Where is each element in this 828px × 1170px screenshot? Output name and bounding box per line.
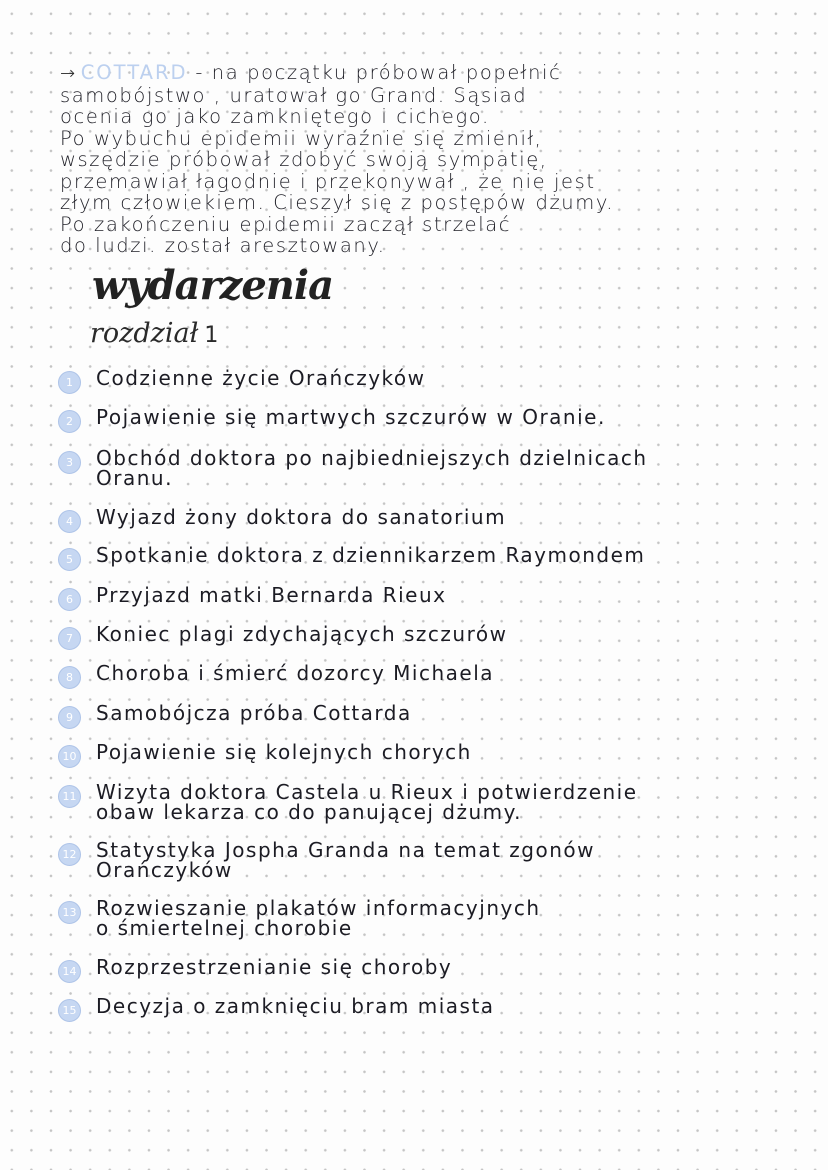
chapter-word: rozdział (90, 318, 199, 349)
event-text (96, 840, 595, 880)
event-text: Rozprzestrzenianie się choroby (96, 955, 453, 979)
event-text (96, 898, 541, 938)
number-badge-icon: 10 (58, 745, 81, 768)
event-text: Pojawienie się kolejnych chorych (96, 740, 472, 764)
event-line: o śmiertelnej chorobie (96, 916, 353, 940)
event-text: Wyjazd żony doktora do sanatorium (96, 505, 507, 529)
intro-line: ocenia go jako zamkniętego i cichego. (60, 105, 490, 128)
intro-line: Po wybuchu epidemii wyraźnie się zmienił, (60, 126, 543, 150)
intro-line: wszędzie próbował zdobyć swoją sympatię, (60, 148, 548, 171)
number-badge-icon: 13 (58, 901, 81, 924)
event-line: Orańczyków (96, 858, 233, 882)
number-badge-icon: 3 (58, 451, 81, 474)
event-line: Wizyta doktora Castela u Rieux i potwierdzenie (96, 780, 638, 804)
event-line: Oranu. (96, 466, 173, 490)
intro-line: złym człowiekiem. Cieszył się z postępów dżumy. (60, 191, 615, 214)
chapter-heading (90, 318, 218, 349)
event-line: Obchód doktora po najbiedniejszych dzielnicach (96, 446, 648, 470)
character-note (60, 62, 750, 257)
event-text: Choroba i śmierć dozorcy Michaela (96, 661, 495, 685)
event-text: Samobójcza próba Cottarda (96, 701, 412, 725)
number-badge-icon: 2 (58, 410, 81, 433)
arrow-icon: → (60, 63, 77, 84)
event-text (96, 448, 648, 488)
event-line: obaw lekarza co do panującej dżumy. (96, 800, 522, 824)
event-line: Rozwieszanie plakatów informacyjnych (96, 896, 541, 920)
number-badge-icon: 15 (58, 999, 81, 1022)
intro-line: Po zakończeniu epidemii zaczął strzelać (60, 212, 512, 236)
intro-line (60, 62, 750, 85)
event-text: Koniec plagi zdychających szczurów (96, 622, 508, 646)
character-name: COTTARD (80, 61, 188, 84)
number-badge-icon: 8 (58, 666, 81, 689)
event-text: Codzienne życie Orańczyków (96, 366, 426, 390)
number-badge-icon: 11 (58, 785, 81, 808)
number-badge-icon: 1 (58, 371, 81, 394)
event-text: Decyzja o zamknięciu bram miasta (96, 994, 495, 1018)
event-line: Statystyka Jospha Granda na temat zgonów (96, 838, 595, 862)
event-text: Spotkanie doktora z dziennikarzem Raymondem (96, 543, 646, 567)
intro-line: przemawiał łagodnie i przekonywał , że nie jest (60, 169, 596, 193)
number-badge-icon: 7 (58, 627, 81, 650)
intro-text: - na początku próbował popełnić (195, 61, 562, 84)
chapter-number: 1 (204, 323, 219, 348)
number-badge-icon: 14 (58, 960, 81, 983)
event-text (96, 782, 638, 822)
intro-line: samobójstwo , uratował go Grand. Sąsiad (60, 83, 528, 107)
number-badge-icon: 9 (58, 706, 81, 729)
event-text: Pojawienie się martwych szczurów w Oranie. (96, 405, 606, 429)
number-badge-icon: 12 (58, 843, 81, 866)
event-text: Przyjazd matki Bernarda Rieux (96, 583, 447, 607)
number-badge-icon: 4 (58, 510, 81, 533)
number-badge-icon: 5 (58, 548, 81, 571)
section-heading: wydarzenia (92, 262, 333, 309)
number-badge-icon: 6 (58, 588, 81, 611)
intro-line: do ludzi. został aresztowany. (60, 234, 386, 257)
